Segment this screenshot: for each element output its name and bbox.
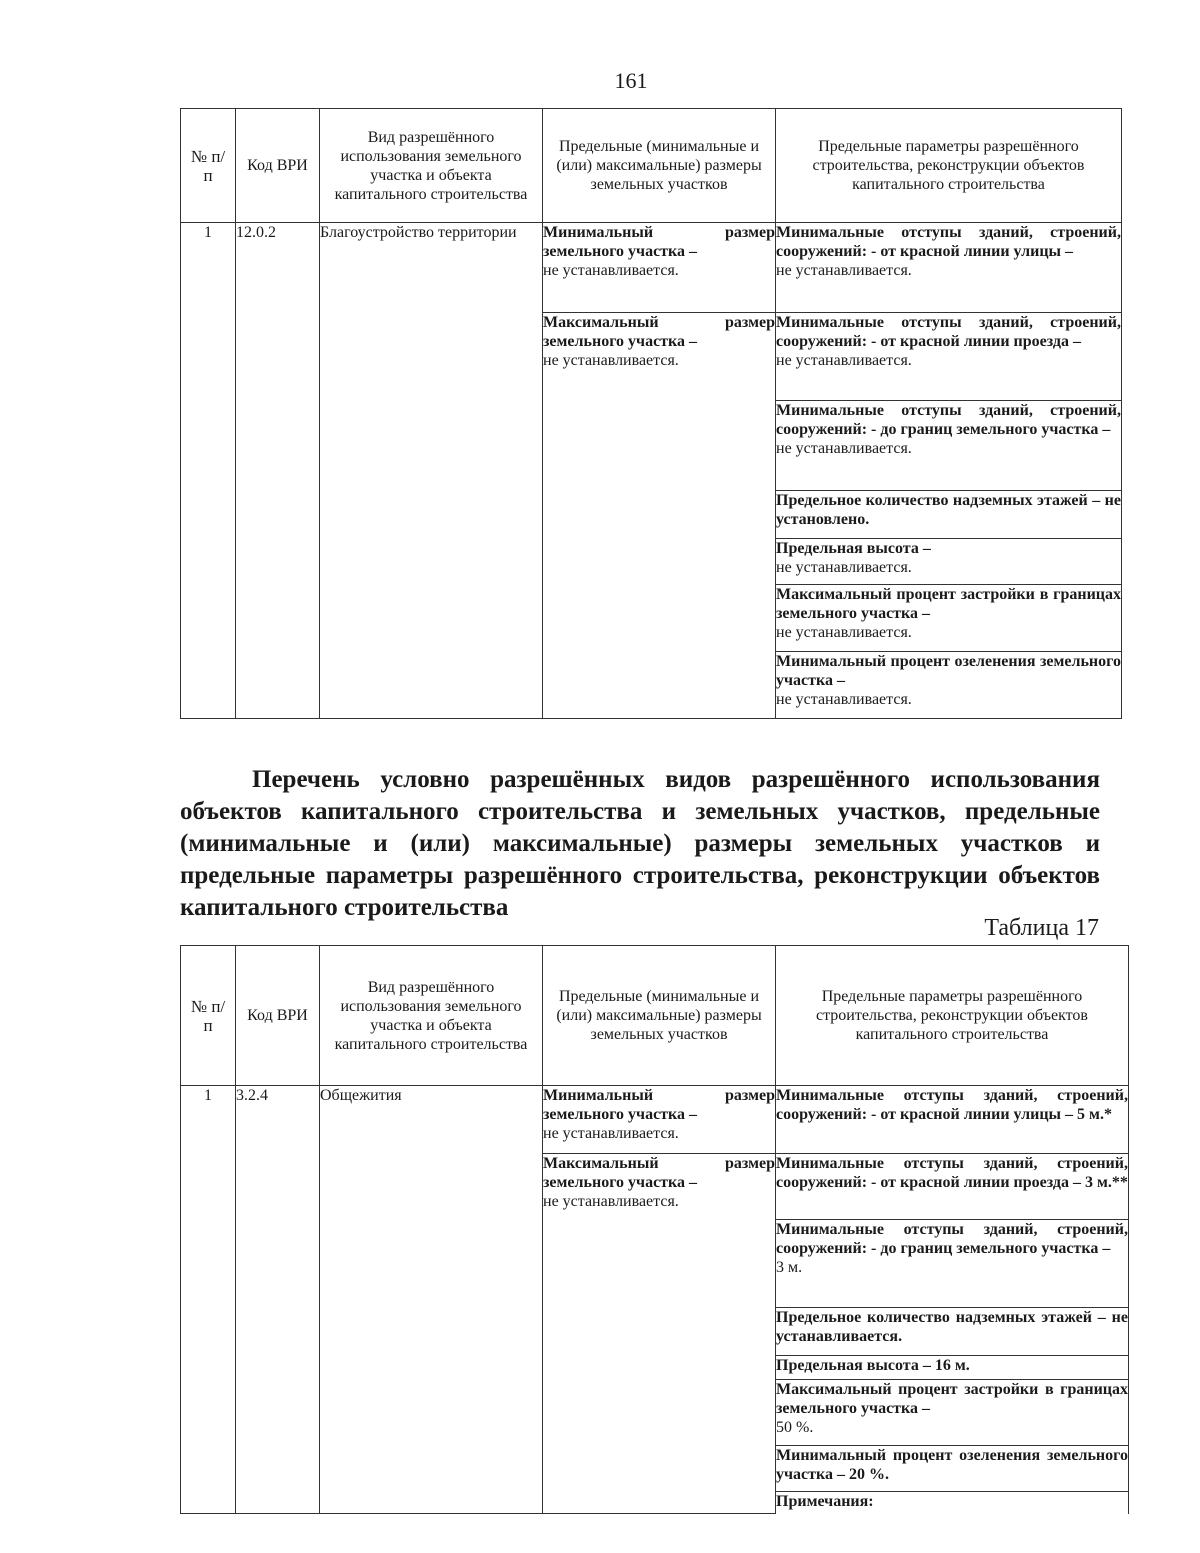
row-number: 1	[181, 1086, 236, 1514]
row-code: 3.2.4	[236, 1086, 320, 1514]
size-cell	[543, 1154, 776, 1514]
row-use-type: Общежития	[320, 1086, 543, 1514]
param-label: Минимальные отступы зданий, строений, сооружений: - до границ земельного участка –	[776, 1221, 1128, 1257]
size-label: Максимальный размер земельного участка –	[543, 314, 775, 350]
param-label: Минимальный процент озеленения земельного участка –	[776, 653, 1121, 689]
param-cell	[776, 1154, 1129, 1220]
row-use-type: Благоустройство территории	[320, 223, 543, 719]
size-label: Максимальный размер земельного участка –	[543, 1155, 775, 1191]
param-cell	[776, 539, 1122, 585]
param-label: Минимальный процент озеленения земельного участка – 20 %.	[776, 1447, 1128, 1483]
header-code: Код ВРИ	[236, 946, 320, 1086]
param-label: Минимальные отступы зданий, строений, сооружений: - от красной линии улицы – 5 м.*	[776, 1087, 1128, 1123]
param-label: Предельное количество надземных этажей – не установлено.	[776, 492, 1121, 528]
page-number: 161	[614, 68, 648, 93]
param-label: Минимальные отступы зданий, строений, сооружений: - от красной линии проезда –	[776, 314, 1121, 350]
size-cell	[543, 313, 776, 719]
regulations-table-2	[180, 945, 1129, 1514]
table-caption: Таблица 17	[984, 915, 1099, 941]
header-number: № п/п	[181, 109, 236, 223]
size-value: не устанавливается.	[543, 1125, 679, 1142]
table-header-row	[181, 109, 1122, 223]
size-cell	[543, 223, 776, 313]
param-cell	[776, 491, 1122, 539]
param-cell	[776, 1356, 1129, 1380]
size-cell	[543, 1086, 776, 1154]
param-cell	[776, 1086, 1129, 1154]
size-label: Минимальный размер земельного участка –	[543, 224, 775, 260]
param-cell	[776, 1492, 1129, 1514]
param-cell	[776, 1220, 1129, 1308]
size-value: не устанавливается.	[543, 352, 679, 369]
size-value: не устанавливается.	[543, 262, 679, 279]
param-cell	[776, 652, 1122, 719]
row-code: 12.0.2	[236, 223, 320, 719]
param-label: Максимальный процент застройки в границах земельного участка –	[776, 1381, 1128, 1417]
param-value: не устанавливается.	[776, 440, 912, 457]
header-plot-sizes: Предельные (минимальные и (или) максимальные) размеры земельных участков	[543, 109, 776, 223]
table-row	[181, 223, 1122, 313]
header-construction-params: Предельные параметры разрешённого строительства, реконструкции объектов капитального строительства	[776, 109, 1122, 223]
regulations-table-1	[180, 108, 1122, 719]
param-value: не устанавливается.	[776, 262, 912, 279]
param-cell	[776, 223, 1122, 313]
param-label: Максимальный процент застройки в границах земельного участка –	[776, 586, 1121, 622]
row-number: 1	[181, 223, 236, 719]
param-cell	[776, 1308, 1129, 1356]
header-plot-sizes: Предельные (минимальные и (или) максимальные) размеры земельных участков	[543, 946, 776, 1086]
header-number: № п/п	[181, 946, 236, 1086]
param-value: не устанавливается.	[776, 352, 912, 369]
param-label: Предельная высота – 16 м.	[776, 1357, 970, 1374]
param-cell	[776, 401, 1122, 491]
header-use-type: Вид разрешённого использования земельного участка и объекта капитального строительства	[320, 946, 543, 1086]
param-label: Минимальные отступы зданий, строений, сооружений: - от красной линии проезда – 3 м.**	[776, 1155, 1128, 1191]
param-value: не устанавливается.	[776, 691, 912, 708]
header-use-type: Вид разрешённого использования земельного участка и объекта капитального строительства	[320, 109, 543, 223]
param-cell	[776, 1380, 1129, 1446]
table-row	[181, 1086, 1129, 1154]
param-value: не устанавливается.	[776, 624, 912, 641]
section-heading: Перечень условно разрешённых видов разрешённого использования объектов капитального строительства и земельных участков, предельные (минимальные и (или) максимальные) размеры земельных участков и предельные параметры разрешённого строительства, реконструкции объектов капитального строительства	[180, 766, 1100, 921]
param-value: не устанавливается.	[776, 559, 912, 576]
param-label: Предельное количество надземных этажей – не устанавливается.	[776, 1309, 1128, 1345]
param-label: Минимальные отступы зданий, строений, сооружений: - от красной линии улицы –	[776, 224, 1121, 260]
param-label: Предельная высота –	[776, 540, 931, 557]
header-code: Код ВРИ	[236, 109, 320, 223]
size-value: не устанавливается.	[543, 1193, 679, 1210]
header-construction-params: Предельные параметры разрешённого строительства, реконструкции объектов капитального строительства	[776, 946, 1129, 1086]
param-value: 50 %.	[776, 1419, 814, 1436]
param-cell	[776, 585, 1122, 652]
param-label: Примечания:	[776, 1493, 874, 1510]
param-cell	[776, 313, 1122, 401]
param-value: 3 м.	[776, 1259, 803, 1276]
param-label: Минимальные отступы зданий, строений, сооружений: - до границ земельного участка –	[776, 402, 1121, 438]
size-label: Минимальный размер земельного участка –	[543, 1087, 775, 1123]
param-cell	[776, 1446, 1129, 1492]
table-header-row	[181, 946, 1129, 1086]
